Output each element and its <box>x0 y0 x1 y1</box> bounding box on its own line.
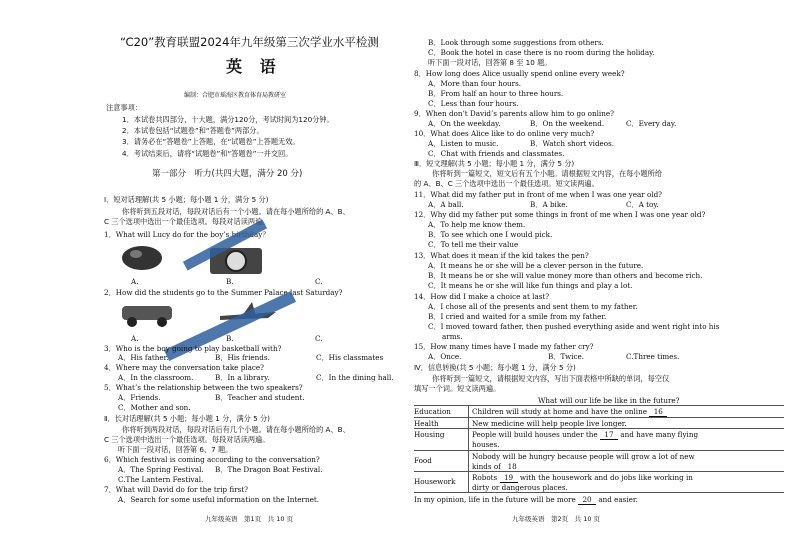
row-label-health: Health <box>414 419 439 428</box>
question-13: 13．What does it mean if the kid takes the pen? <box>414 251 589 260</box>
q1-option-c: C. <box>315 277 323 286</box>
section-2-instruction-1: 你将听到两段对话，每段对话后有几个小题。请在每小题所给的 A、B、 <box>122 425 350 434</box>
q14-option-b: B．I cried and waited for a smile from my father. <box>428 312 607 321</box>
page-2-footer: 九年级英语 第2页 共 10 页 <box>512 515 601 523</box>
q14-option-c: C．I moved toward father, then pushed everything aside and went right into his <box>428 322 720 331</box>
q7-option-c: C．Book the hotel in case there is no room during the holiday. <box>428 48 655 57</box>
q13-option-b: B．It means he or she will value money more than others and become rich. <box>428 271 703 280</box>
q14-option-c-cont: arms. <box>442 332 463 341</box>
section-2-instruction-2: C 三个选项中选出一个最佳选项。每段对话读两遍。 <box>104 435 270 444</box>
q15-option-c: C.Three times. <box>626 352 680 361</box>
section-2-title: Ⅱ．长对话理解(共 5 小题；每小题 1 分，满分 5 分) <box>104 414 270 423</box>
part-1-heading: 第一部分 听力(共四大题，满分 20 分) <box>152 169 303 179</box>
q3-option-a: A．His father. <box>118 353 169 362</box>
row-text-food-line2: kinds of 18 <box>472 462 521 472</box>
q9-option-a: A．On the weekday. <box>428 119 501 128</box>
question-2: 2．How did the students go to the Summer Palace last Saturday? <box>104 288 343 297</box>
q6-option-a: A．The Spring Festival. <box>118 465 204 474</box>
note-2: 2．本试卷包括“试题卷”和“答题卷”两部分。 <box>122 126 264 135</box>
table-rule <box>414 428 784 429</box>
row-text-education: Children will study at home and have the online 16 <box>472 407 667 417</box>
q7-option-a: A．Search for some useful information on the Internet. <box>118 495 320 504</box>
q12-option-a: A．To help me know them. <box>428 220 526 229</box>
q8-option-c: C．Less than four hours. <box>428 99 519 108</box>
note-4: 4．考试结束后，请将“试题卷”和“答题卷”一并交回。 <box>122 149 293 158</box>
question-7: 7．What will David do for the trip first? <box>104 485 249 494</box>
q7-option-b: B．Look through some suggestions from others. <box>428 38 604 47</box>
section-2-subinstruction: 听下面一段对话，回答第 6、7 题。 <box>118 445 233 454</box>
closing-sentence: In my opinion, life in the future will be more 20 and easier. <box>414 495 638 504</box>
section-1-title: Ⅰ．短对话理解(共 5 小题；每小题 1 分，满分 5 分) <box>104 195 269 204</box>
question-14: 14．How did I make a choice at last? <box>414 292 550 301</box>
q6-option-b: B．The Dragon Boat Festival. <box>215 465 323 474</box>
question-4: 4．Where may the conversation take place? <box>104 363 265 372</box>
blank-18: 18 <box>503 462 521 472</box>
note-1: 1．本试卷共四部分，十大题，满分120分，考试时间为120分钟。 <box>122 115 334 124</box>
note-3: 3．请务必在“答题卷”上答题，在“试题卷”上答题无效。 <box>122 137 300 146</box>
question-1: 1．What will Lucy do for the boy’s birthday？ <box>104 230 270 239</box>
car-picture <box>120 296 174 328</box>
q3-option-b: B．His friends. <box>215 353 270 362</box>
q15-option-b: B．Twice. <box>548 352 585 361</box>
q2-option-c: C. <box>315 334 323 343</box>
q9-option-c: C．Every day. <box>626 119 677 128</box>
notes-heading: 注意事项： <box>106 103 142 112</box>
row-text-housework: Robots 19 with the housework and do jobs like working in <box>472 473 693 482</box>
question-9: 9．When don’t David’s parents allow him to go online? <box>414 109 614 118</box>
q10-option-a: A．Listen to music. <box>428 139 499 148</box>
question-10: 10．What does Alice like to do online very much? <box>414 129 595 138</box>
table-rule <box>414 492 784 493</box>
q4-option-c: C．In the dining hall. <box>316 373 394 382</box>
q1-option-b: B. <box>226 277 234 286</box>
q15-option-a: A．Once. <box>428 352 462 361</box>
table-rule <box>414 471 784 472</box>
q4-option-a: A．In the classroom. <box>118 373 194 382</box>
blank-19: 19 <box>500 473 518 483</box>
question-5: 5．What’s the relationship between the two speakers? <box>104 383 303 392</box>
section-3-instruction-2: 的 A、B、C 三个选项中选出一个最佳选项。短文读两遍。 <box>414 179 599 188</box>
author-line: 编制：合肥市瑶海区教育体育局教研室 <box>184 92 287 99</box>
blank-17: 17 <box>600 430 618 440</box>
row-text-housing-line2: houses. <box>472 440 500 449</box>
question-6: 6．Which festival is coming according to the conversation? <box>104 455 320 464</box>
row-text-housing: People will build houses under the 17 and have many flying <box>472 430 699 439</box>
table-rule <box>414 450 784 451</box>
subinstruction-8-10: 听下面一段对话，回答第 8 至 10 题。 <box>428 58 552 67</box>
q10-option-b: B．Watch short videos. <box>530 139 615 148</box>
subject-title: 英 语 <box>226 57 282 76</box>
q4-option-b: B．In a library. <box>215 373 270 382</box>
q12-option-c: C．To tell me their value <box>428 240 519 249</box>
q8-option-b: B．From half an hour to three hours. <box>428 89 564 98</box>
table-rule <box>414 405 784 406</box>
q13-option-c: C．It means he or she will like fun things and play a lot. <box>428 281 633 290</box>
section-4-instruction-1: 你将听到一篇短文，请根据短文内容，写出下面表格中所缺的单词，每空仅 <box>432 374 670 383</box>
page-1 <box>0 0 395 550</box>
blank-16: 16 <box>649 407 667 417</box>
exam-title: “C20”教育联盟2024年九年级第三次学业水平检测 <box>120 35 379 49</box>
question-8: 8．How long does Alice usually spend online every week? <box>414 69 625 78</box>
question-3: 3．Who is the boy going to play basketball with? <box>104 344 282 353</box>
q3-option-c: C．His classmates <box>316 353 384 362</box>
page-1-footer: 九年级英语 第1页 共 10 页 <box>205 515 294 523</box>
page-2 <box>400 0 794 550</box>
row-label-education: Education <box>414 407 451 416</box>
q14-option-a: A．I chose all of the presents and sent them to my father. <box>428 302 638 311</box>
blank-20: 20 <box>578 495 596 505</box>
section-4-instruction-2: 填写一个词。短文读两遍。 <box>414 384 501 393</box>
section-3-title: Ⅲ．短文理解(共 5 小题；每小题 1 分，满分 5 分) <box>414 159 575 168</box>
q2-option-b: B. <box>226 334 234 343</box>
question-11: 11．What did my father put in front of me when I was one year old? <box>414 190 663 199</box>
question-12: 12．Why did my father put some things in front of me when I was one year old? <box>414 210 706 219</box>
row-text-housework-line2: dirty or dangerous places. <box>472 483 568 492</box>
q13-option-a: A．It means he or she will be a clever person in the future. <box>428 261 644 270</box>
q5-option-c: C．Mother and son. <box>118 403 191 412</box>
table-rule <box>414 417 784 418</box>
q5-option-a: A．Friends. <box>118 393 161 402</box>
q9-option-b: B．On the weekend. <box>530 119 605 128</box>
q10-option-c: C．Chat with friends and classmates. <box>428 149 565 158</box>
row-label-food: Food <box>414 456 432 465</box>
q11-option-c: C．A toy. <box>626 200 659 209</box>
q2-option-a: A. <box>131 334 139 343</box>
row-label-housework: Housework <box>414 477 456 486</box>
question-15: 15．How many times have I made my father cry? <box>414 342 594 351</box>
row-text-health: New medicine will help people live longer. <box>472 419 627 428</box>
section-1-instruction-1: 你将听到五段对话，每段对话后有一个小题。请在每小题所给的 A、B、 <box>122 207 350 216</box>
q8-option-a: A．More than four hours. <box>428 79 522 88</box>
mouse-picture <box>118 242 166 274</box>
q11-option-a: A．A ball. <box>428 200 464 209</box>
q12-option-b: B．To see which one I would pick. <box>428 230 553 239</box>
q5-option-b: B．Teacher and student. <box>215 393 305 402</box>
q6-option-c: C.The Lantern Festival. <box>118 475 204 484</box>
row-text-food: Nobody will be hungry because people will grow a lot of new <box>472 452 695 461</box>
q11-option-b: B．A bike. <box>530 200 568 209</box>
table-title: What will our life be like in the future? <box>538 396 680 405</box>
table-column-divider <box>468 405 469 492</box>
row-label-housing: Housing <box>414 430 445 439</box>
section-1-instruction-2: C 三个选项中选出一个最佳选项。每段对话读两遍。 <box>104 217 270 226</box>
q1-option-a: A. <box>131 277 139 286</box>
section-4-title: Ⅳ．信息转换(共 5 小题；每小题 1 分，满分 5 分) <box>414 363 576 372</box>
section-3-instruction-1: 你将听到一篇短文，短文后有五个小题。请根据短文内容，在每小题所给 <box>432 169 663 178</box>
